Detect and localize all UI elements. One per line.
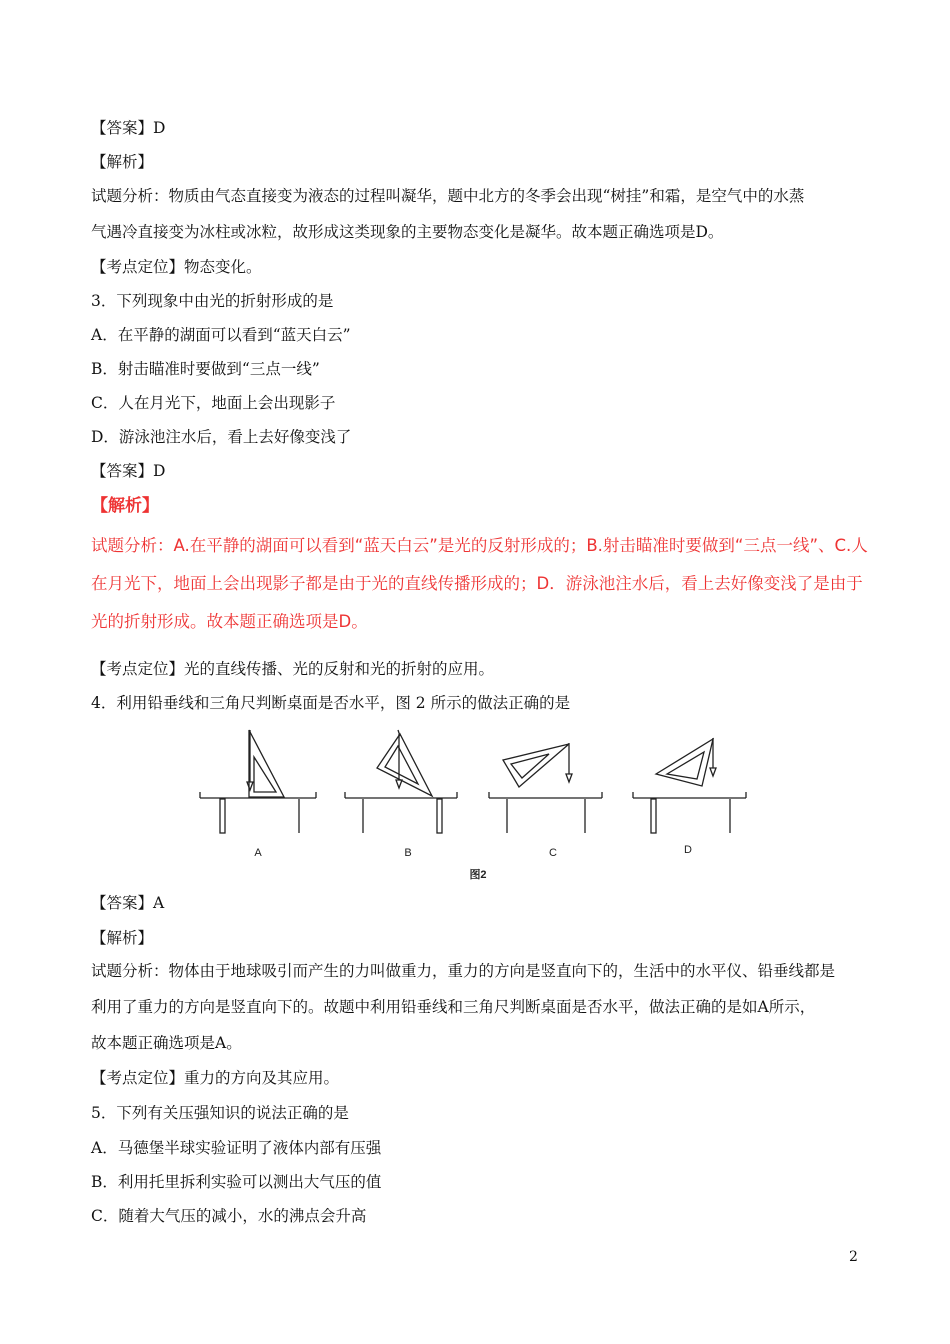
q3-analysis-line-3: 光的折射形成。故本题正确选项是D。 (91, 612, 368, 631)
q5-option-a: A．马德堡半球实验证明了液体内部有压强 (91, 1139, 382, 1157)
panel-a-label: A (254, 847, 262, 859)
panel-c-label: C (549, 847, 557, 859)
q3-analysis-line-1: 试题分析：A.在平静的湖面可以看到“蓝天白云”是光的反射形成的；B.射击瞄准时要做到“三点一线”、C.人 (91, 536, 868, 555)
panel-b-label: B (404, 847, 412, 859)
q4-analysis-line-1: 试题分析：物体由于地球吸引而产生的力叫做重力，重力的方向是竖直向下的，生活中的水平仪、铅垂线都是 (91, 962, 836, 980)
q3-option-a: A．在平静的湖面可以看到“蓝天白云” (91, 326, 351, 344)
q3-knowledge-point: 【考点定位】光的直线传播、光的反射和光的折射的应用。 (91, 660, 495, 678)
q5-option-b: B．利用托里拆利实验可以测出大气压的值 (91, 1173, 382, 1191)
panel-b-triangle (377, 730, 432, 796)
panel-b-plumb-line (396, 734, 402, 788)
figure-caption: 图2 (469, 869, 487, 881)
q3-option-d: D．游泳池注水后，看上去好像变浅了 (91, 428, 352, 446)
q3-analysis-line-2: 在月光下，地面上会出现影子都是由于光的直线传播形成的；D．游泳池注水后，看上去好像变浅了是由于 (91, 574, 863, 593)
q2-analysis-line-2: 气遇冷直接变为冰柱或冰粒，故形成这类现象的主要物态变化是凝华。故本题正确选项是D。 (91, 223, 724, 241)
q4-analysis-heading: 【解析】 (91, 929, 154, 947)
q3-option-c: C．人在月光下，地面上会出现影子 (91, 394, 336, 412)
q4-stem: 4．利用铅垂线和三角尺判断桌面是否水平，图 2 所示的做法正确的是 (91, 694, 571, 712)
q3-answer: 【答案】D (91, 462, 166, 480)
panel-d-plumb-line (710, 738, 716, 776)
panel-a-plumb-line (247, 730, 253, 790)
panel-b-table (345, 792, 457, 833)
q3-option-b: B．射击瞄准时要做到“三点一线” (91, 360, 320, 378)
page-number: 2 (849, 1249, 858, 1265)
q3-analysis-heading: 【解析】 (91, 496, 159, 516)
panel-a-table (200, 792, 316, 833)
q4-answer: 【答案】A (91, 894, 165, 912)
panel-c-table (489, 792, 602, 833)
q5-stem: 5．下列有关压强知识的说法正确的是 (91, 1104, 349, 1122)
q3-stem: 3．下列现象中由光的折射形成的是 (91, 292, 334, 310)
panel-c-plumb-line (566, 743, 572, 782)
panel-d-table (633, 792, 746, 833)
q2-analysis-heading: 【解析】 (91, 153, 154, 171)
panel-d-label: D (684, 844, 692, 856)
q2-answer: 【答案】D (91, 119, 166, 137)
panel-c-triangle (503, 744, 569, 787)
panel-d-triangle (656, 739, 713, 786)
q4-knowledge-point: 【考点定位】重力的方向及其应用。 (91, 1069, 340, 1087)
q5-option-c: C．随着大气压的减小，水的沸点会升高 (91, 1207, 367, 1225)
q4-analysis-line-3: 故本题正确选项是A。 (91, 1034, 242, 1052)
figure-2-plumb-line-diagram (195, 722, 755, 882)
q2-analysis-line-1: 试题分析：物质由气态直接变为液态的过程叫凝华，题中北方的冬季会出现“树挂”和霜，是空气中的水蒸 (91, 187, 805, 205)
panel-a-triangle (249, 730, 284, 797)
q2-knowledge-point: 【考点定位】物态变化。 (91, 258, 262, 276)
q4-analysis-line-2: 利用了重力的方向是竖直向下的。故题中利用铅垂线和三角尺判断桌面是否水平，做法正确的是如A所示， (91, 998, 816, 1016)
